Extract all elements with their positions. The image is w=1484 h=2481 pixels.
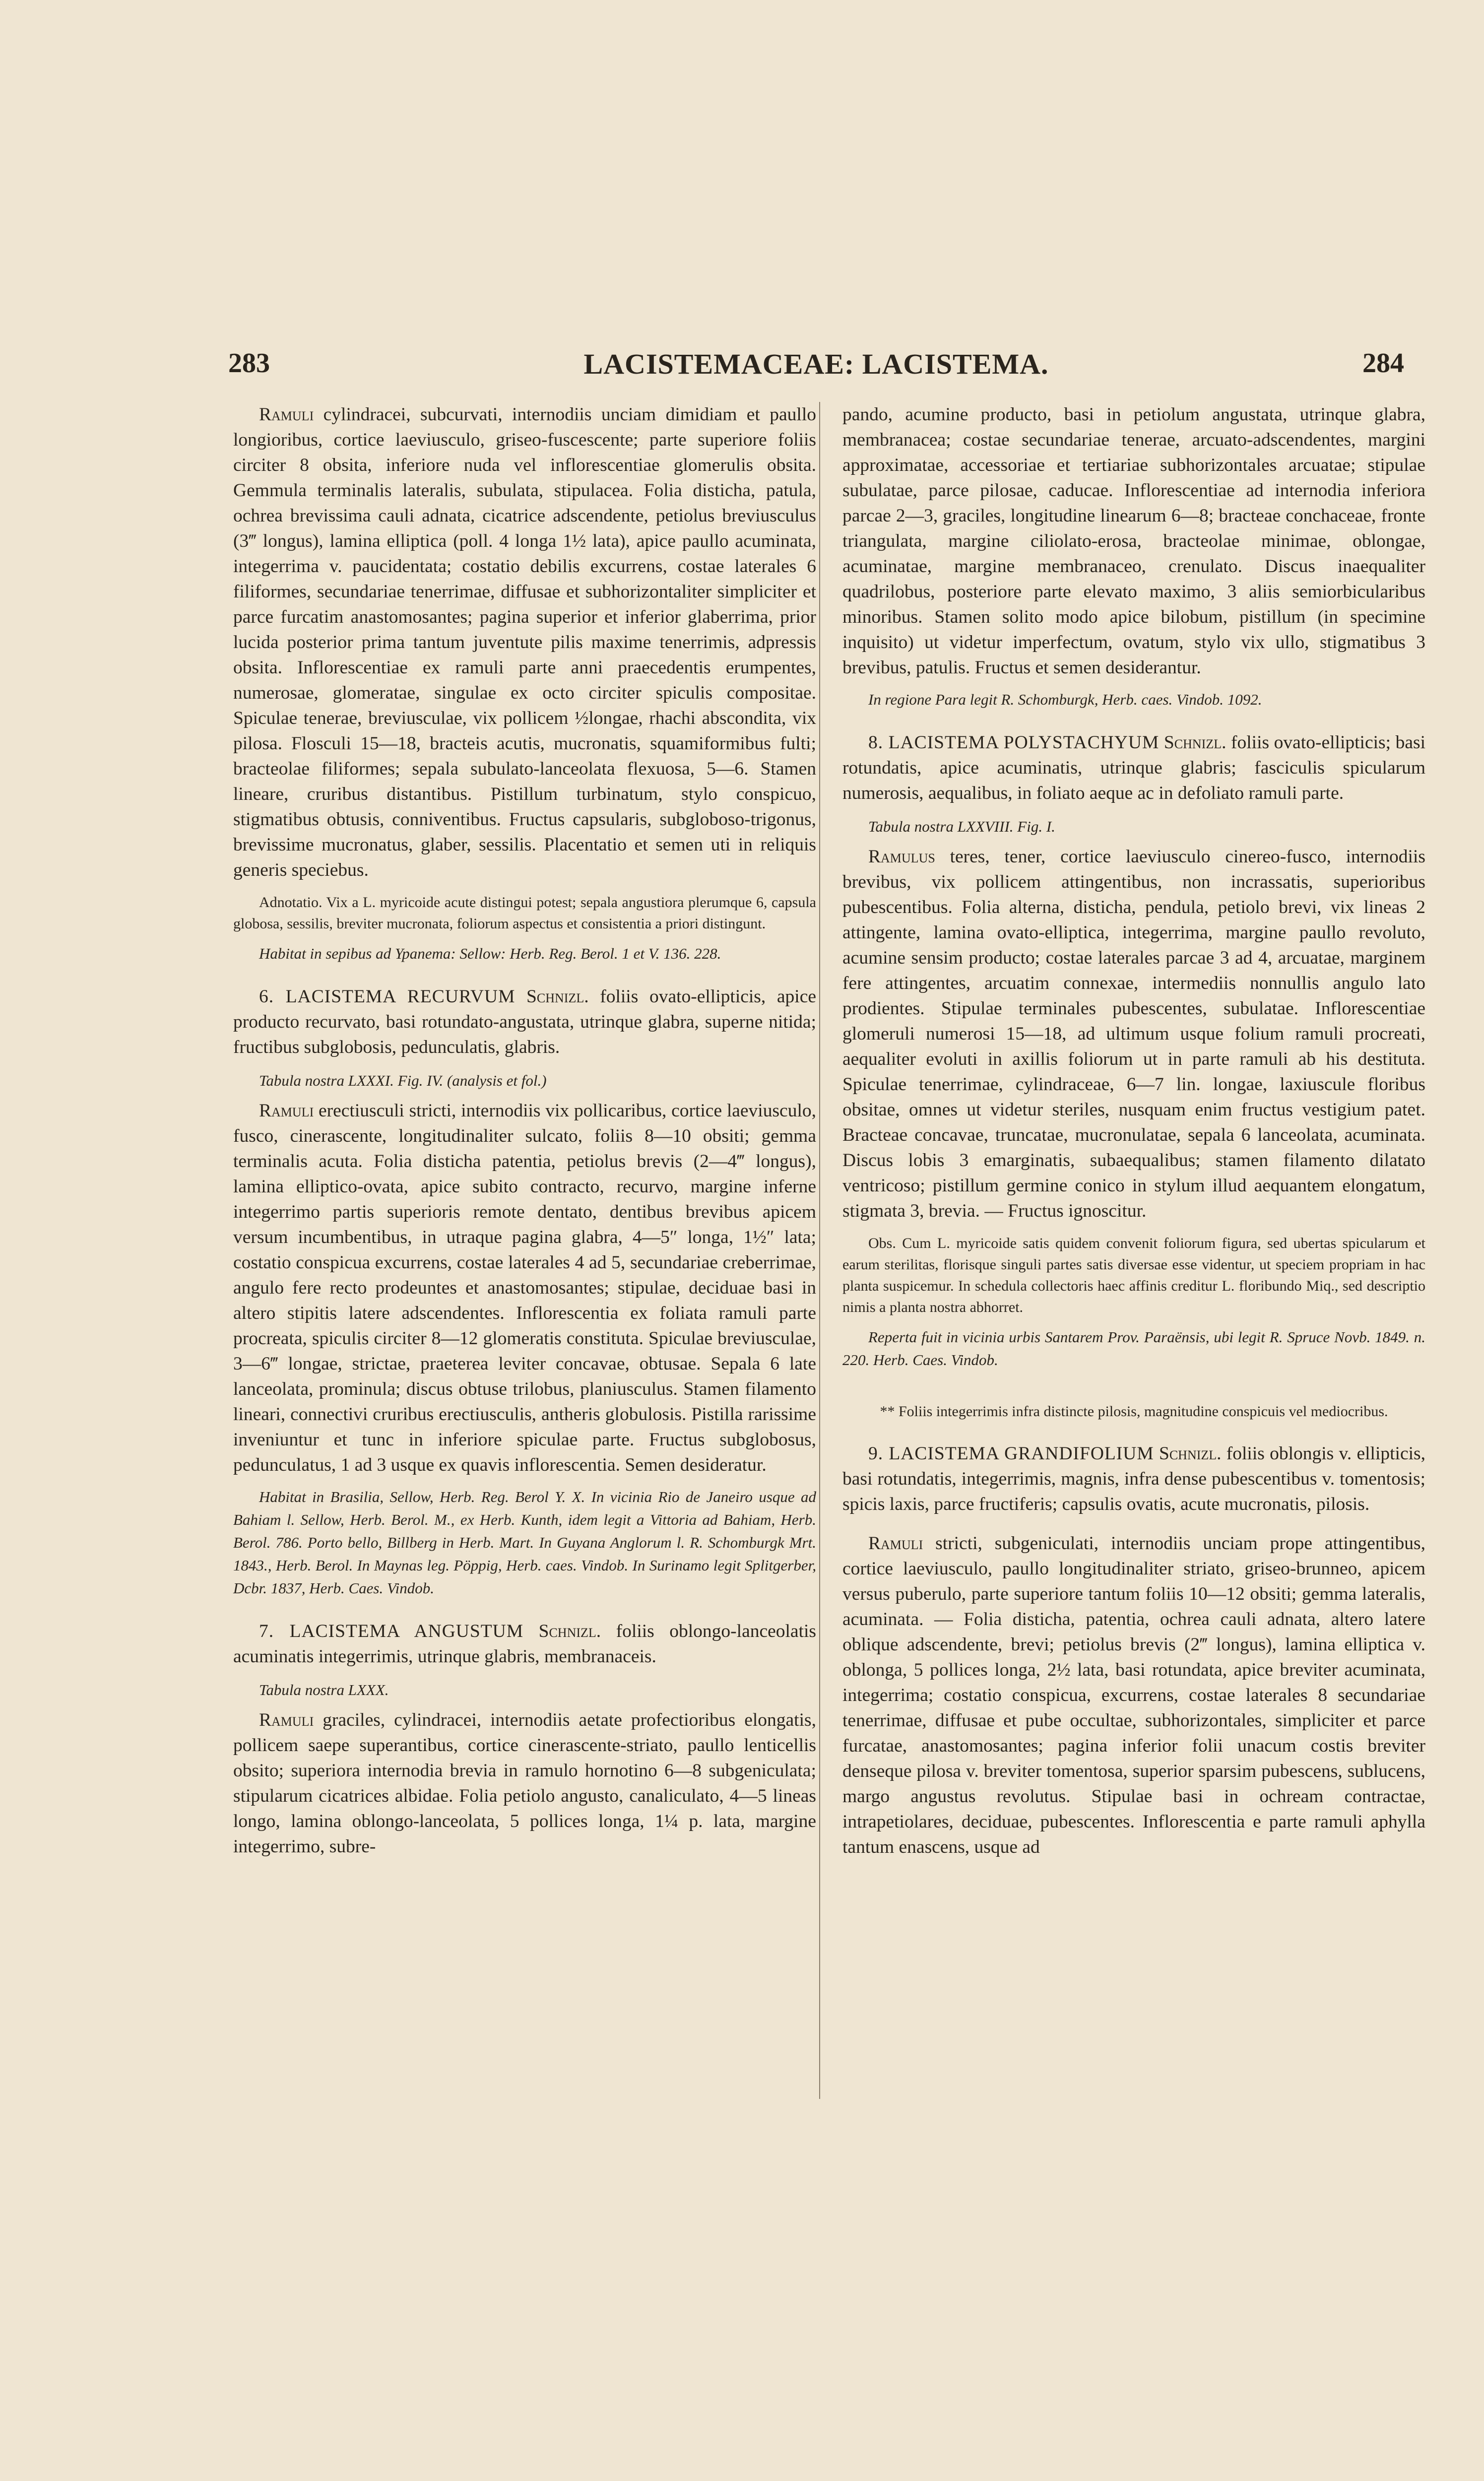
column-divider <box>819 402 820 2099</box>
page-number-left: 283 <box>228 348 270 379</box>
habitat-note: In regione Para legit R. Schomburgk, Herb. caes. Vindob. 1092. <box>868 691 1262 708</box>
species-8-diagnosis: 8. LACISTEMA POLYSTACHYUM Schnizl. foliis ovato-ellipticis; basi rotundatis, apice acuminatis, utrinque glabris; fasciculis spicularum numerosis, aequalibus, in foliato aeque ac in defoliato ramuli parte. <box>842 732 1425 803</box>
page-header <box>228 347 1404 387</box>
paragraph: Ramuli cylindracei, subcurvati, internodiis unciam dimidiam et paullo longioribus, cortice laeviusculo, griseo-fuscescente; parte superiore foliis circiter 8 obsita, inferiore nuda vel inflorescentiae glomerulis obsita. Gemmula terminalis lateralis, subulata, stipulacea. Folia disticha, patula, ochrea brevissima cauli adnata, cicatrice adscendente, petiolus breviusculus (3‴ longus), lamina elliptica (poll. 4 longa 1½ lata), apice paullo acuminata, integerrima v. paucidentata; costatio debilis excurrens, costae laterales 6 filiformes, secundariae tenerrimae, diffusae et subhorizontaliter simpliciter et parce furcatim anastomosantes; pagina superior et inferior glaberrima, prior lucida posterior prima tantum juventute pilis maxime tenerrimis, adpressis obsita. Inflorescentiae ex ramuli parte anni praecedentis erumpentes, numerosae, glomeratae, singulae ex octo circiter spiculis compositae. Spiculae tenerae, breviusculae, vix pollicem ½longae, rhachi abscondita, vix pilosa. Flosculi 15—18, bracteis acutis, mucronatis, squamiformibus fulti; bracteolae filiformes; sepala subulato-lanceolata flexuosa, 5—6. Stamen lineare, cruribus distantibus. Pistillum turbinatum, stylo conspicuo, stigmatibus obtusis, conniventibus. Fructus capsularis, subgloboso-trigonus, brevissime mucronatus, glaber, sessilis. Placentatio et semen uti in reliquis generis speciebus. <box>233 404 816 880</box>
right-column <box>842 402 1425 1860</box>
habitat-note: Reperta fuit in vicinia urbis Santarem Prov. Paraënsis, ubi legit R. Spruce Novb. 1849. n. 220. Herb. Caes. Vindob. <box>842 1328 1425 1369</box>
plate-reference: Tabula nostra LXXXI. Fig. IV. (analysis et fol.) <box>259 1072 547 1089</box>
annotation-note: Adnotatio. Vix a L. myricoide acute distingui potest; sepala angustiora plerumque 6, capsula globosa, sessilis, breviter mucronata, foliorum aspectus et consistentia a priori distingunt. <box>233 894 816 932</box>
paragraph-continued: pando, acumine producto, basi in petiolum angustata, utrinque glabra, membranacea; costae secundariae tenerae, arcuato-adscendentes, margini approximatae, accessoriae et tertiariae subhorizontales arcuatae; stipulae subulatae, parce pilosae, caducae. Inflorescentiae ad internodia inferiora parcae 2—3, graciles, longitudine linearum 6—8; bracteae conchaceae, fronte triangulata, margine ciliolato-erosa, bracteolae minimae, oblongae, acuminatae, margine membranaceo, crenulato. Discus inaequaliter quadrilobus, posteriore parte elevato maximo, 3 aliis semiorbicularibus minoribus. Stamen solito modo apice bilobum, pistillum (in specimine inquisito) ut videtur imperfectum, ovatum, stylo vix ullo, stigmatibus 3 brevibus, patulis. Fructus et semen desiderantur. <box>842 404 1425 678</box>
left-column <box>233 402 816 1859</box>
observation-note: Obs. Cum L. myricoide satis quidem convenit foliorum figura, sed ubertas spicularum et earum sterilitas, florisque singuli partes satis diversae esse videntur, ut speciem propriam in hac planta suspicemur. In schedula collectoris haec affinis creditur L. floribundo Miq., sed descriptio nimis a planta nostra abhorret. <box>842 1235 1425 1315</box>
species-9-diagnosis: 9. LACISTEMA GRANDIFOLIUM Schnizl. foliis oblongis v. ellipticis, basi rotundatis, integerrimis, magnis, infra dense pubescentibus v. tomentosis; spicis laxis, parce fructiferis; capsulis ovatis, acute mucronatis, pilosis. <box>842 1443 1425 1514</box>
section-heading: ** Foliis integerrimis infra distincte pilosis, magnitudine conspicuis vel mediocribus. <box>880 1403 1388 1420</box>
species-7-diagnosis: 7. LACISTEMA ANGUSTUM Schnizl. foliis oblongo-lanceolatis acuminatis integerrimis, utrinque glabris, membranaceis. <box>233 1621 816 1667</box>
species-9-description: Ramuli stricti, subgeniculati, internodiis unciam prope attingentibus, cortice laeviusculo, paullo longitudinaliter striato, griseo-brunneo, apicem versus puberulo, parte superiore tantum foliis 10—12 obsiti; gemma lateralis, acuminata. — Folia disticha, patentia, ochrea cauli adnata, altero latere oblique adscendente, brevi; petiolus brevis (2‴ longus), lamina elliptica v. oblonga, 5 pollices longa, 2½ lata, basi rotundata, apice breviter acuminata, integerrima; costatio conspicua, excurrens, costae laterales 8 secundariae tenerrimae, diffusae et pube occultae, subhorizontales, simpliciter et parce furcatae, anastomosantes; pagina inferior folii unacum costis breviter denseque pilosa v. breviter tomentosa, superior sparsim pubescens, sublucens, margo angustus revolutus. Stipulae basi in ochream contractae, intrapetiolares, deciduae, pubescentes. Inflorescentia e parte ramuli aphylla tantum enascens, usque ad <box>842 1533 1425 1857</box>
species-6-diagnosis: 6. LACISTEMA RECURVUM Schnizl. foliis ovato-ellipticis, apice producto recurvato, basi rotundato-angustata, utrinque glabra, superne nitida; fructibus subglobosis, pedunculatis, glabris. <box>233 986 816 1057</box>
species-6-description: Ramuli erectiusculi stricti, internodiis vix pollicaribus, cortice laeviusculo, fusco, cinerascente, longitudinaliter sulcato, foliis 8—10 obsiti; gemma terminalis acuta. Folia disticha patentia, petiolus brevis (2—4‴ longus), lamina elliptico-ovata, apice subito contracto, recurvo, margine inferne integerrimo partis superioris remote dentato, dentibus brevibus apicem versum incumbentibus, in utraque pagina glabra, 4—5″ longa, 1½″ lata; costatio conspicua excurrens, costae laterales 4 ad 5, secundariae creberrimae, angulo fere recto prodeuntes et anastomosantes; stipulae, deciduae basi in altero stipitis latere adscendentes. Inflorescentia ex foliata ramuli parte procreata, spiculis circiter 8—12 glomeratis constituta. Spiculae breviusculae, 3—6‴ longae, strictae, praeterea leviter concavae, obtusae. Sepala 6 late lanceolata, prominula; discus obtuse trilobus, planiusculus. Stamen filamento lineari, connectivi cruribus erectiusculis, antheris globulosis. Pistilla rarissime inveniuntur et tunc in inferiore spiculae parte. Fructus subglobosus, pedunculatus, 1 ad 3 usque ex quavis inflorescentia. Semen desideratur. <box>233 1101 816 1475</box>
species-7-description: Ramuli graciles, cylindracei, internodiis aetate profectioribus elongatis, pollicem saepe superantibus, cortice cinerascente-striato, paullo lenticellis obsito; superiora internodia brevia in ramulo hornotino 6—8 subgeniculata; stipularum cicatrices albidae. Folia petiolo angusto, canaliculato, 4—5 lineas longo, lamina oblongo-lanceolata, 5 pollices longa, 1¼ p. lata, margine integerrimo, subre- <box>233 1710 816 1857</box>
species-8-description: Ramulus teres, tener, cortice laeviusculo cinereo-fusco, internodiis brevibus, vix pollicem attingentibus, non incrassatis, superioribus pubescentibus. Folia alterna, disticha, pendula, petiolo brevi, vix lineas 2 attingente, lamina ovato-elliptica, integerrima, margine paullo revoluto, acumine sensim producto; costae laterales parcae 3 ad 4, arcuatae, marginem fere attingentes, arcuatim connexae, intermediis nonnullis angulo lato prodientes. Stipulae terminales pubescentes, subulatae. Inflorescentiae glomeruli numerosi 15—18, ad ultimum usque folium ramuli procreati, aequaliter evoluti in axillis foliorum ut in parte ramuli ab his destituta. Spiculae tenerrimae, cylindraceae, 6—7 lin. longae, laxiuscule floribus obsitae, omnes ut videtur steriles, nusquam enim fructus vestigium patet. Bracteae concavae, truncatae, mucronulatae, sepala 6 lanceolata, acuminata. Discus lobis 3 emarginatis, subaequalibus; stamen filamento dilatato ventricoso; pistillum germine conico in stylum illud aequantem elongatum, stigmata 3, brevia. — Fructus ignoscitur. <box>842 847 1425 1221</box>
plate-reference: Tabula nostra LXXVIII. Fig. I. <box>868 818 1055 835</box>
habitat-note: Habitat in Brasilia, Sellow, Herb. Reg. Berol Y. X. In vicinia Rio de Janeiro usque ad Bahiam l. Sellow, Herb. Berol. M., ex Herb. Kunth, idem legit a Vittoria ad Bahiam, Herb. Berol. 786. Porto bello, Billberg in Herb. Mart. In Guyana Anglorum l. R. Schomburgk Mrt. 1843., Herb. Berol. In Maynas leg. Pöppig, Herb. caes. Vindob. In Surinamo legit Splitgerber, Dcbr. 1837, Herb. Caes. Vindob. <box>233 1488 816 1597</box>
plate-reference: Tabula nostra LXXX. <box>259 1681 389 1698</box>
page-number-right: 284 <box>1362 348 1404 379</box>
running-title: LACISTEMACEAE: LACISTEMA. <box>583 348 1049 380</box>
habitat-note: Habitat in sepibus ad Ypanema: Sellow: Herb. Reg. Berol. 1 et V. 136. 228. <box>259 945 721 962</box>
